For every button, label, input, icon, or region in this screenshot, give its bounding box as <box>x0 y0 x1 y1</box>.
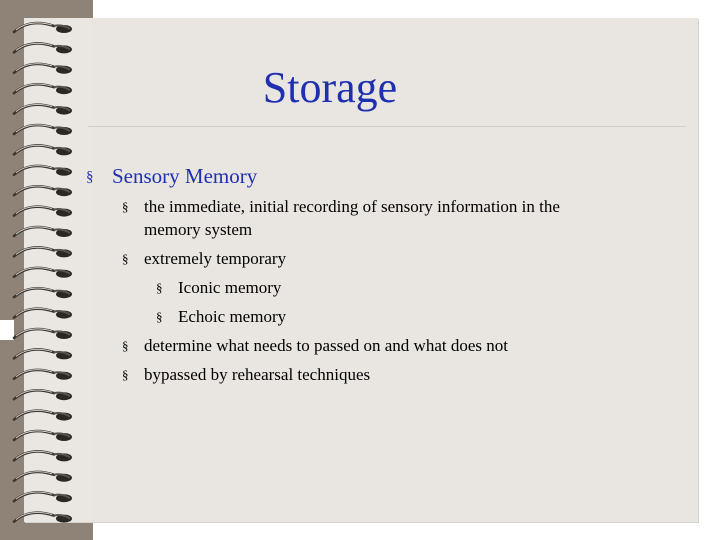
bullet-immediate-recording <box>122 195 560 241</box>
bullet-bypassed-rehearsal <box>122 363 370 386</box>
bullet-text: Iconic memory <box>178 278 282 297</box>
square-bullet-icon: § <box>122 199 129 214</box>
square-bullet-icon: § <box>86 169 94 185</box>
bullet-text: the immediate, initial recording of sensory information in the <box>144 197 560 216</box>
bullet-text: extremely temporary <box>144 249 287 268</box>
bullet-determine-passed-on <box>122 334 508 357</box>
bullet-text-continued: memory system <box>144 220 253 239</box>
bullet-echoic-memory <box>156 305 286 328</box>
bullet-text: determine what needs to passed on and what does not <box>144 336 508 355</box>
bullet-iconic-memory <box>156 276 281 299</box>
bullet-text: bypassed by rehearsal techniques <box>144 365 371 384</box>
square-bullet-icon: § <box>156 280 163 295</box>
square-bullet-icon: § <box>156 309 163 324</box>
square-bullet-icon: § <box>122 251 129 266</box>
square-bullet-icon: § <box>122 367 129 382</box>
bullet-extremely-temporary <box>122 247 286 270</box>
bullet-text: Echoic memory <box>178 307 287 326</box>
bullet-level1-sensory-memory <box>86 163 257 189</box>
slide-title: Storage <box>262 63 398 112</box>
bullet-text: Sensory Memory <box>112 164 258 188</box>
square-bullet-icon: § <box>122 338 129 353</box>
